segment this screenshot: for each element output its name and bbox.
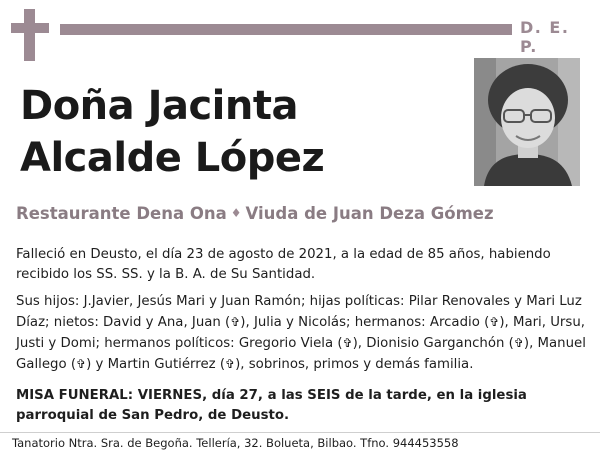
latin-cross-icon bbox=[11, 9, 49, 61]
subtitle bbox=[16, 204, 586, 223]
deceased-cross-icon: ✞ bbox=[225, 357, 236, 371]
deceased-cross-icon: ✞ bbox=[76, 357, 87, 371]
header-rule bbox=[60, 24, 512, 35]
family-list: Sus hijos: J.Javier, Jesús Mari y Juan Ramón; hijas políticas: Pilar Renovales y Mari Luz Díaz; nietos: David y Ana, Juan (✞), Julia y Nicolás; hermanos: Arcadio (✞), Mari, Ursu, Justi y Domi; hermanos políticos: Gregorio Viela (✞), Dionisio Garganchón (✞), Manuel Gallego (✞) y Martin Gutiérrez (✞), sobrinos, primos y demás familia. bbox=[16, 294, 586, 372]
footer bbox=[0, 432, 600, 455]
deceased-cross-icon: ✞ bbox=[513, 336, 524, 350]
deceased-cross-icon: ✞ bbox=[489, 315, 500, 329]
deceased-photo bbox=[474, 58, 580, 186]
funeral-mass-info: MISA FUNERAL: VIERNES, día 27, a las SEIS de la tarde, en la iglesia parroquial de San Pedro, de Deusto. bbox=[16, 388, 527, 423]
name-line-1: Doña Jacinta bbox=[20, 83, 298, 129]
death-announcement: Falleció en Deusto, el día 23 de agosto de 2021, a la edad de 85 años, habiendo recibido los SS. SS. y la B. A. de Su Santidad. bbox=[16, 247, 551, 282]
dep-label: D. E. P. bbox=[520, 18, 570, 56]
name-line-2: Alcalde López bbox=[20, 135, 325, 181]
deceased-cross-icon: ✞ bbox=[230, 315, 241, 329]
deceased-name bbox=[20, 80, 460, 184]
funeral-home-info: Tanatorio Ntra. Sra. de Begoña. Tellería, 32. Bolueta, Bilbao. Tfno. 944453558 bbox=[12, 436, 459, 450]
subtitle-restaurant: Restaurante Dena Ona bbox=[16, 204, 227, 223]
deceased-cross-icon: ✞ bbox=[342, 336, 353, 350]
diamond-separator-icon: ♦ bbox=[230, 206, 242, 220]
subtitle-widow: Viuda de Juan Deza Gómez bbox=[245, 204, 494, 223]
